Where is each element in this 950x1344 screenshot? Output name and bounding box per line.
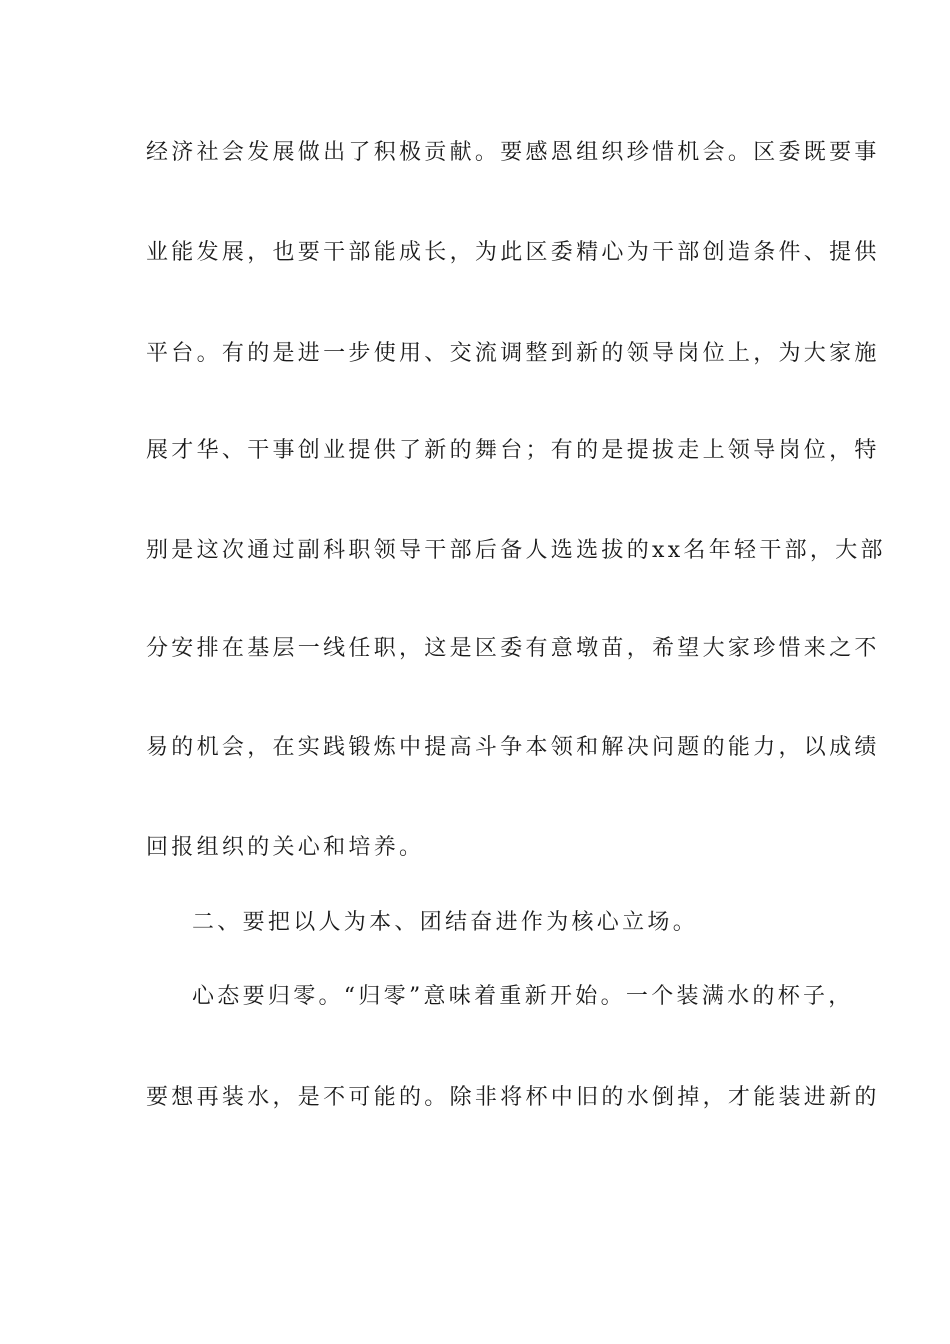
section-heading: 二、要把以人为本、团结奋进作为核心立场。 bbox=[192, 910, 699, 935]
paragraph-line: 业能发展，也要干部能成长，为此区委精心为干部创造条件、提供 bbox=[146, 240, 880, 265]
paragraph-line: 平台。有的是进一步使用、交流调整到新的领导岗位上，为大家施 bbox=[146, 341, 880, 366]
paragraph-line: 别是这次通过副科职领导干部后备人选选拔的xx名年轻干部，大部 bbox=[146, 538, 886, 563]
paragraph-line: 心态要归零。“归零”意味着重新开始。一个装满水的杯子， bbox=[192, 984, 854, 1009]
paragraph-line: 易的机会，在实践锻炼中提高斗争本领和解决问题的能力，以成绩 bbox=[146, 735, 880, 760]
paragraph-line: 分安排在基层一线任职，这是区委有意墩苗，希望大家珍惜来之不 bbox=[146, 636, 880, 661]
paragraph-line: 经济社会发展做出了积极贡献。要感恩组织珍惜机会。区委既要事 bbox=[146, 140, 880, 165]
paragraph-line: 回报组织的关心和培养。 bbox=[146, 835, 425, 860]
paragraph-line: 展才华、干事创业提供了新的舞台；有的是提拔走上领导岗位，特 bbox=[146, 438, 880, 463]
paragraph-line: 要想再装水，是不可能的。除非将杯中旧的水倒掉，才能装进新的 bbox=[146, 1085, 880, 1110]
